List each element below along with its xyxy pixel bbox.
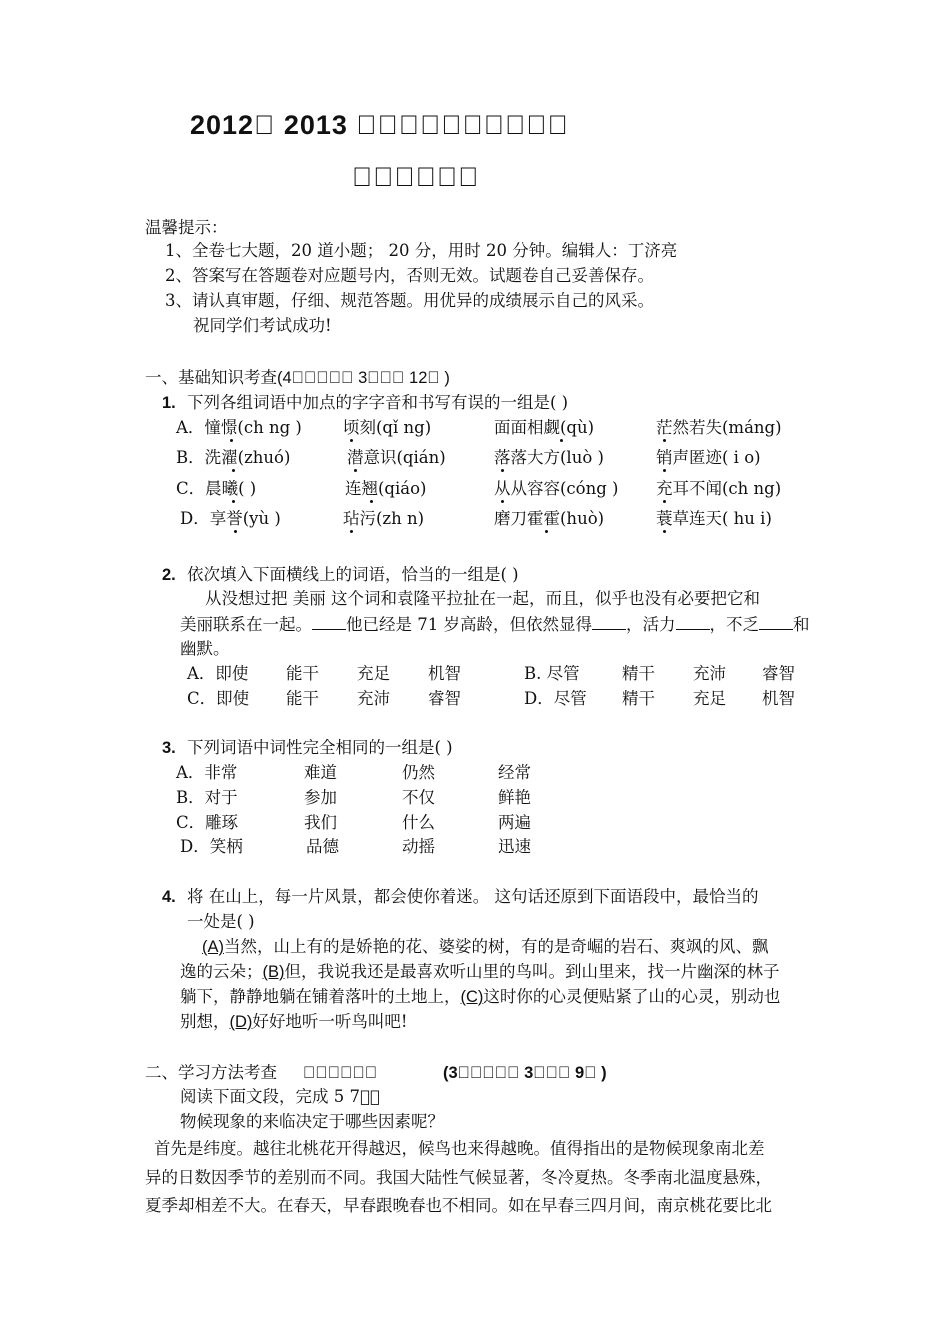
page-subtitle:       : [352, 162, 480, 192]
q2-passage-line3: 幽默。: [180, 639, 230, 658]
emphasis-dot: [234, 530, 237, 533]
emphasis-dot: [350, 439, 353, 442]
fill-blank: [592, 613, 626, 630]
q2-number: 2.: [162, 566, 176, 584]
q4-passage-line2: 逸的云朵；(B)但，我说我还是最喜欢听山里的鸟叫。到山里来，找一片幽深的林子: [180, 962, 780, 981]
emphasis-dot: [370, 500, 373, 503]
emphasis-dot: [663, 500, 666, 503]
q3-number: 3.: [162, 739, 176, 757]
fill-blank: [759, 613, 793, 630]
q3-c-3: 什么: [402, 813, 435, 832]
q3-stem: 下列词语中词性完全相同的一组是( ): [187, 738, 453, 757]
section2-passage-line2: 异的日数因季节的差别而不同。我国大陆性气候显著，冬冷夏热。冬季南北温度悬殊，: [145, 1168, 772, 1187]
q3-d-1: D．笑柄: [180, 837, 243, 856]
section1-heading: 一、基础知识考查(4      3    12  ): [145, 369, 450, 387]
q2-passage-line2: 美丽联系在一起。 他已经是 71 岁高龄，但依然显得 ，活力 ，不乏 和: [180, 615, 810, 634]
page-title: 2012  2013           : [190, 110, 569, 140]
section2-passage-line3: 夏季却相差不大。在春天，早春跟晚春也不相同。如在早春三四月间，南京桃花要比北: [145, 1196, 772, 1215]
q1-c-2: 连翘(qiáo): [345, 479, 427, 498]
q4-stem-line1: 将 在山上，每一片风景，都会使你着迷。 这句话还原到下面语段中，最恰当的: [187, 887, 759, 906]
q2-passage-line1: 从没想过把 美丽 这个词和袁隆平拉扯在一起，而且，似乎也没有必要把它和: [205, 589, 760, 608]
tips-label: 温馨提示：: [145, 218, 228, 237]
q1-d-4: 蓑草连天( hu i): [656, 509, 772, 528]
emphasis-dot: [663, 530, 666, 533]
q2-opt-a-3: 充足: [357, 664, 390, 683]
q2-opt-b-4: 睿智: [762, 664, 795, 683]
emphasis-dot: [350, 530, 353, 533]
q1-a-4: 茫然若失(máng): [656, 418, 782, 437]
q1-b-3: 落落大方(luò ): [494, 448, 604, 467]
q2-opt-c-4: 睿智: [428, 689, 461, 708]
q3-b-1: B．对于: [176, 788, 238, 807]
emphasis-dot: [230, 439, 233, 442]
q1-a-1: A．憧憬(ch ng ): [176, 418, 302, 437]
q3-a-3: 仍然: [402, 763, 435, 782]
q3-b-3: 不仅: [402, 788, 435, 807]
q2-opt-d-1: D．尽管: [524, 689, 587, 708]
q3-d-2: 品德: [306, 837, 339, 856]
emphasis-dot: [232, 469, 235, 472]
q1-c-1: C．晨曦( ): [176, 479, 257, 498]
q3-c-2: 我们: [304, 813, 337, 832]
q1-d-1: D．享誉(yù ): [180, 509, 281, 528]
q1-a-2: 顷刻(qǐ ng): [343, 418, 432, 437]
q1-c-4: 充耳不闻(ch ng): [656, 479, 782, 498]
q1-d-2: 玷污(zh n): [343, 509, 425, 528]
q1-c-3: 从从容容(cóng ): [494, 479, 619, 498]
q4-stem-line2: 一处是( ): [187, 912, 255, 931]
q2-opt-c-3: 充沛: [357, 689, 390, 708]
q3-d-4: 迅速: [498, 837, 531, 856]
fill-blank: [676, 613, 710, 630]
q1-stem: 下列各组词语中加点的字字音和书写有误的一组是( ): [187, 393, 569, 412]
section2-heading-mid:       : [303, 1064, 378, 1082]
tip-item-2: 2、答案写在答题卷对应题号内，否则无效。试题卷自己妥善保存。: [165, 266, 654, 285]
q1-d-3: 磨刀霍霍(huò): [494, 509, 605, 528]
emphasis-dot: [663, 469, 666, 472]
section2-heading: 二、学习方法考查: [145, 1063, 277, 1082]
emphasis-dot: [501, 469, 504, 472]
q4-marker-d: (D): [229, 1013, 253, 1031]
q2-opt-a-1: A．即使: [187, 664, 249, 683]
q4-marker-a: (A): [202, 938, 224, 956]
q3-d-3: 动摇: [402, 837, 435, 856]
q3-a-4: 经常: [498, 763, 531, 782]
q2-opt-c-1: C．即使: [187, 689, 250, 708]
q1-a-3: 面面相觑(qù): [494, 418, 595, 437]
section2-passage-title: 物候现象的来临决定于哪些因素呢？: [180, 1112, 444, 1131]
emphasis-dot: [232, 500, 235, 503]
q2-stem: 依次填入下面横线上的词语，恰当的一组是( ): [187, 565, 519, 584]
q3-a-1: A．非常: [176, 763, 238, 782]
q1-b-1: B．洗濯(zhuó): [176, 448, 291, 467]
q2-opt-d-3: 充足: [693, 689, 726, 708]
q2-opt-b-1: B. 尽管: [524, 664, 580, 683]
q4-passage-line3: 躺下，静静地躺在铺着落叶的土地上，(C)这时你的心灵便贴紧了山的心灵，别动也: [180, 987, 781, 1006]
q4-passage-line4: 别想，(D)好好地听一听鸟叫吧!: [180, 1012, 408, 1031]
emphasis-dot: [663, 439, 666, 442]
q2-opt-b-3: 充沛: [693, 664, 726, 683]
emphasis-dot: [560, 439, 563, 442]
section2-heading-score: (3      3    9  ): [443, 1064, 607, 1082]
tips-wish: 祝同学们考试成功!: [193, 316, 332, 335]
tip-item-3: 3、请认真审题，仔细、规范答题。用优异的成绩展示自己的风采。: [165, 291, 654, 310]
q2-opt-a-4: 机智: [428, 664, 461, 683]
fill-blank: [312, 613, 346, 630]
q2-opt-d-2: 精干: [622, 689, 655, 708]
tip-item-1: 1、全卷七大题，20 道小题； 20 分，用时 20 分钟。编辑人：丁济亮: [165, 241, 678, 260]
q1-number: 1.: [162, 394, 176, 412]
emphasis-dot: [545, 530, 548, 533]
emphasis-dot: [354, 469, 357, 472]
section2-passage-line1: 首先是纬度。越往北桃花开得越迟，候鸟也来得越晚。值得指出的是物候现象南北差: [154, 1139, 765, 1158]
q3-c-4: 两遍: [498, 813, 531, 832]
q1-b-4: 销声匿迹( i o): [656, 448, 761, 467]
q2-opt-a-2: 能干: [286, 664, 319, 683]
q4-passage-line1: (A)当然，山上有的是娇艳的花、婆娑的树，有的是奇崛的岩石、爽飒的风、飘: [202, 937, 769, 956]
q2-opt-c-2: 能干: [286, 689, 319, 708]
q3-b-2: 参加: [304, 788, 337, 807]
q2-opt-b-2: 精干: [622, 664, 655, 683]
q1-b-2: 潜意识(qián): [347, 448, 446, 467]
q3-a-2: 难道: [304, 763, 337, 782]
q2-opt-d-4: 机智: [762, 689, 795, 708]
section2-instruction: 阅读下面文段，完成 5 7  : [180, 1087, 380, 1106]
q3-c-1: C．雕琢: [176, 813, 239, 832]
emphasis-dot: [501, 500, 504, 503]
q4-marker-c: (C): [460, 988, 484, 1006]
q3-b-4: 鲜艳: [498, 788, 531, 807]
q4-marker-b: (B): [262, 963, 285, 981]
q4-number: 4.: [162, 888, 176, 906]
